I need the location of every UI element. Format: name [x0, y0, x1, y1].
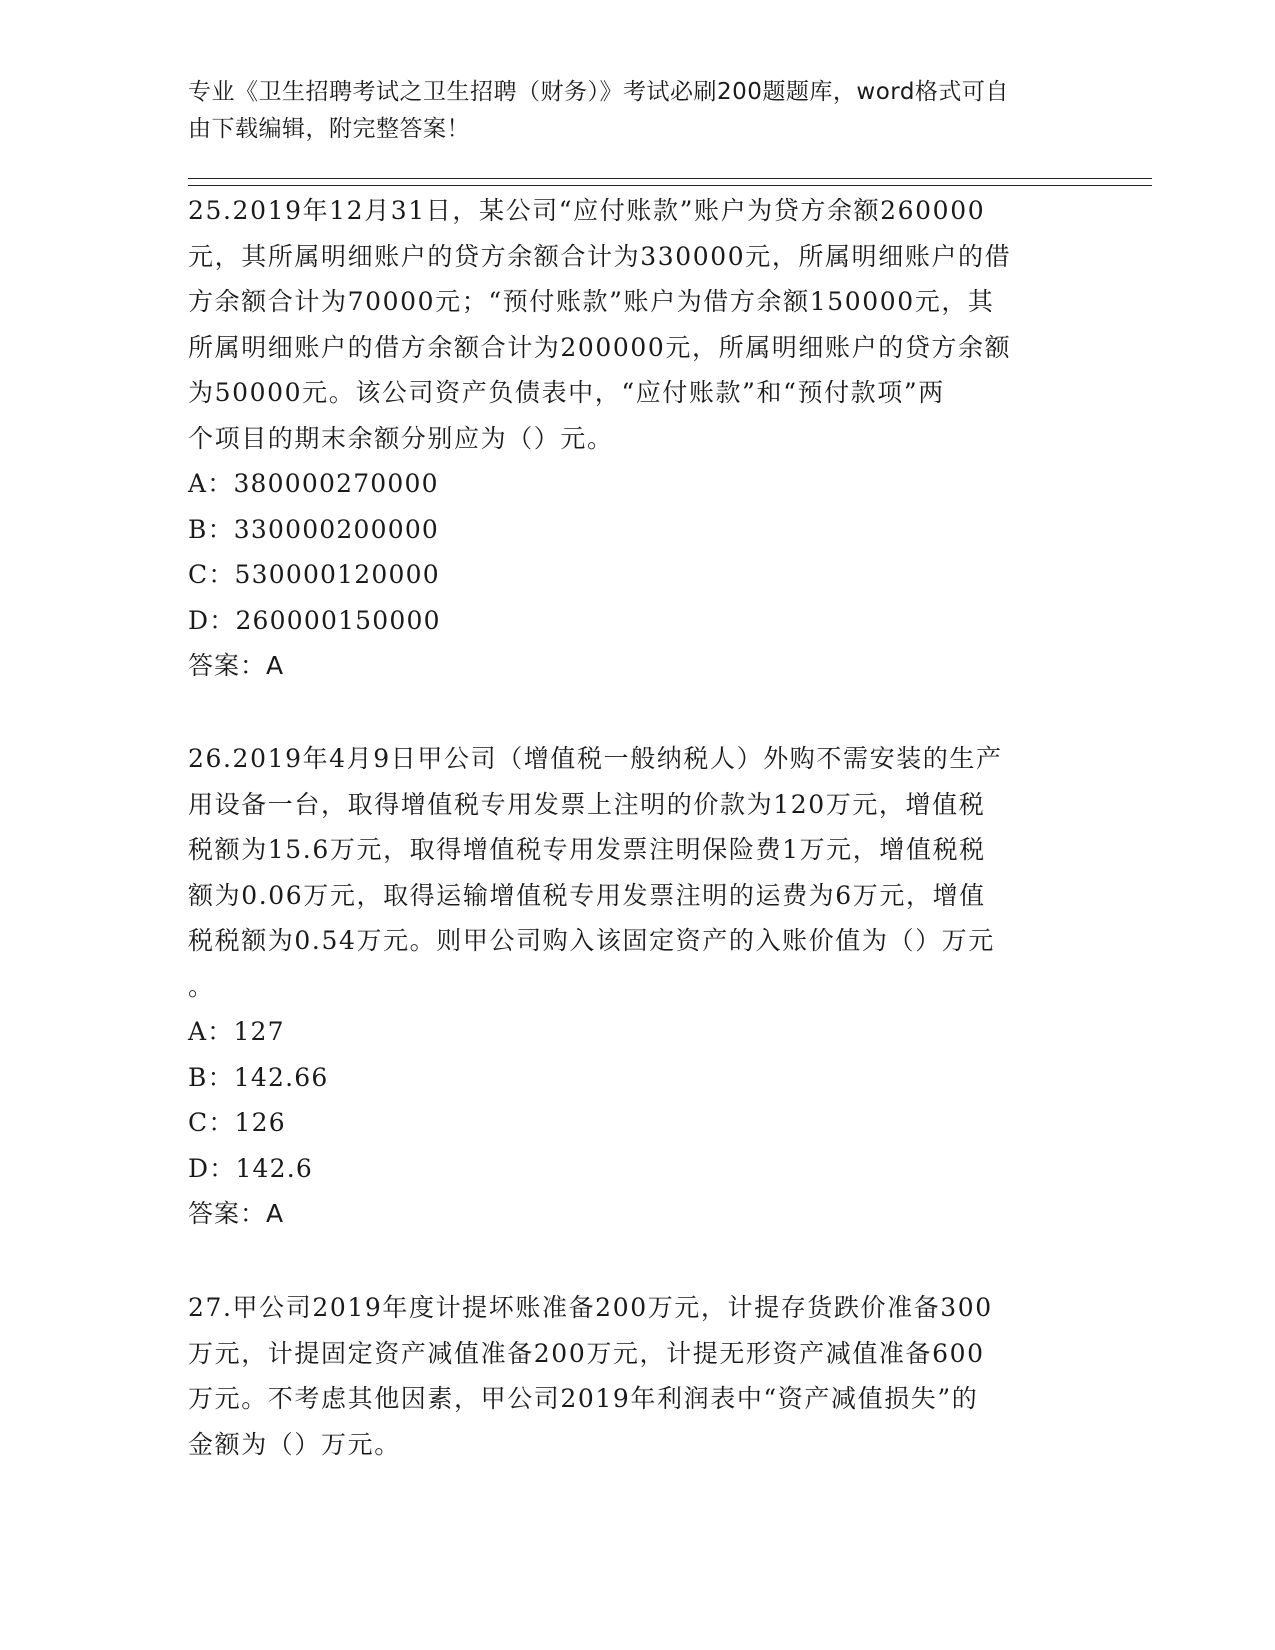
question-stem-line: 所属明细账户的借方余额合计为200000元，所属明细账户的贷方余额: [188, 332, 1012, 362]
question-stem-line: 个项目的期末余额分别应为（）元。: [188, 423, 614, 453]
option-d: D：260000150000: [188, 605, 441, 635]
header-title-line: 专业《卫生招聘考试之卫生招聘（财务）》考试必刷200题题库，word格式可自: [188, 79, 1009, 105]
header-title-line: 由下载编辑，附完整答案！: [188, 116, 470, 142]
question-stem-line: 元，其所属明细账户的贷方余额合计为330000元，所属明细账户的借: [188, 241, 1012, 271]
question-25: [188, 188, 1083, 689]
answer-line: 答案：A: [188, 651, 285, 680]
option-b: B：330000200000: [188, 514, 440, 544]
option-a: A：380000270000: [188, 469, 439, 498]
question-stem-line: 27.甲公司2019年度计提坏账准备200万元，计提存货跌价准备300: [188, 1293, 993, 1322]
option-c: C：126: [188, 1108, 286, 1137]
header-divider-top: [188, 178, 1152, 179]
question-stem-line: 方余额合计为70000元；“预付账款”账户为借方余额150000元，其: [188, 287, 995, 316]
document-header: [188, 74, 1068, 148]
question-stem-line: 用设备一台，取得增值税专用发票上注明的价款为120万元，增值税: [188, 789, 986, 819]
question-stem-line: 额为0.06万元，取得运输增值税专用发票注明的运费为6万元，增值: [188, 880, 986, 910]
question-stem-line: 税额为15.6万元，取得增值税专用发票注明保险费1万元，增值税税: [188, 835, 986, 864]
question-stem-line: 26.2019年4月9日甲公司（增值税一般纳税人）外购不需安装的生产: [188, 744, 1003, 773]
answer-line: 答案：A: [188, 1199, 285, 1228]
question-stem-line: 。: [188, 971, 215, 1001]
question-stem-line: 万元，计提固定资产减值准备200万元，计提无形资产减值准备600: [188, 1338, 985, 1368]
question-stem-line: 万元。不考虑其他因素，甲公司2019年利润表中“资产减值损失”的: [188, 1384, 979, 1413]
option-c: C：530000120000: [188, 560, 440, 589]
question-stem-line: 为50000元。该公司资产负债表中，“应付账款”和“预付款项”两: [188, 378, 945, 407]
question-stem-line: 税税额为0.54万元。则甲公司购入该固定资产的入账价值为（）万元: [188, 926, 995, 955]
header-divider-bottom: [188, 185, 1152, 186]
option-d: D：142.6: [188, 1153, 314, 1183]
option-a: A：127: [188, 1017, 285, 1046]
question-stem-line: 25.2019年12月31日，某公司“应付账款”账户为贷方余额260000: [188, 196, 986, 225]
question-26: [188, 736, 1083, 1237]
option-b: B：142.66: [188, 1062, 329, 1092]
question-27: [188, 1285, 1083, 1467]
question-stem-line: 金额为（）万元。: [188, 1429, 401, 1459]
